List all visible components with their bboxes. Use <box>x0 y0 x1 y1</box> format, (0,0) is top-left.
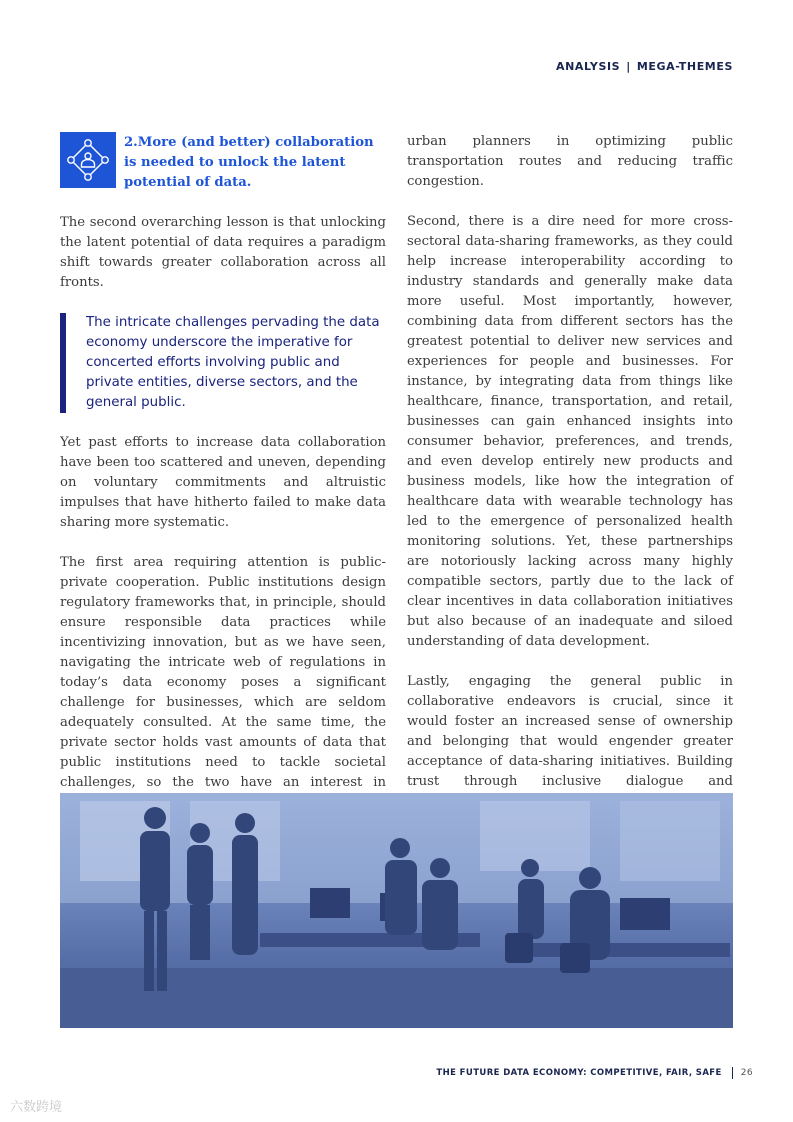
header-subsection: MEGA-THEMES <box>636 60 733 73</box>
paragraph: urban planners in optimizing public transportation routes and reducing traffic congestion. <box>407 134 733 189</box>
right-column <box>407 132 733 872</box>
watermark <box>10 1096 62 1115</box>
office-team-photo <box>60 793 733 1028</box>
page-number: 26 <box>740 1068 753 1078</box>
watermark-text: 六数跨境 <box>10 1100 63 1115</box>
collaboration-network-icon <box>60 132 116 188</box>
footer-title: THE FUTURE DATA ECONOMY: COMPETITIVE, FAIR, SAFE <box>436 1068 722 1078</box>
paragraph: Second, there is a dire need for more cross-sectoral data-sharing frameworks, as they could help increase interoperability according to industry standards and generally make data more useful. Most importantly, however, combining data from different sectors has the greatest potential to deliver new services and experiences for people and businesses. For instance, by integrating data from things like healthcare, finance, transportation, and retail, businesses can gain enhanced insights into consumer behavior, preferences, and trends, and even develop entirely new products and business models, like how the integration of healthcare data with wearable technology has led to the emergence of personalized health monitoring solutions. Yet, these partnerships are notoriously lacking across many highly compatible sectors, partly due to the lack of clear incentives in data collaboration initiatives but also because of an inadequate and siloed understanding of data development. <box>407 214 733 649</box>
footer-divider <box>732 1067 733 1079</box>
header-section: ANALYSIS <box>555 60 621 73</box>
page-footer <box>436 1067 753 1079</box>
paragraph: The first area requiring attention is public-private cooperation. Public institutions design regulatory frameworks that, in principle, should ensure responsible data practices while incentivizing innovation, but as we have seen, navigating the intricate web of regulations in today’s data economy poses a significant challenge for businesses, which are seldom adequately consulted. At the same time, the private sector holds vast amounts of data that public institutions need to tackle societal challenges, so the two have an interest in <box>60 555 386 790</box>
running-header <box>556 60 733 73</box>
header-separator: | <box>626 60 631 73</box>
left-column <box>60 132 386 873</box>
pull-quote: The intricate challenges pervading the data economy underscore the imperative for concerted efforts involving public and private entities, diverse sectors, and the general public. <box>60 313 386 413</box>
section-heading <box>60 132 386 193</box>
paragraph: Lastly, engaging the general public in collaborative endeavors is crucial, since it would foster an increased sense of ownership and belonging that would engender greater acceptance of data-sharing initiatives. Building trust through inclusive dialogue and <box>407 674 733 789</box>
paragraph: Yet past efforts to increase data collaboration have been too scattered and uneven, depending on voluntary commitments and altruistic impulses that have hitherto failed to make data sharing more systematic. <box>60 435 386 530</box>
section-title: 2.More (and better) collaboration is needed to unlock the latent potential of data. <box>124 135 374 190</box>
paragraph: The second overarching lesson is that unlocking the latent potential of data requires a paradigm shift towards greater collaboration across all fronts. <box>60 215 386 290</box>
